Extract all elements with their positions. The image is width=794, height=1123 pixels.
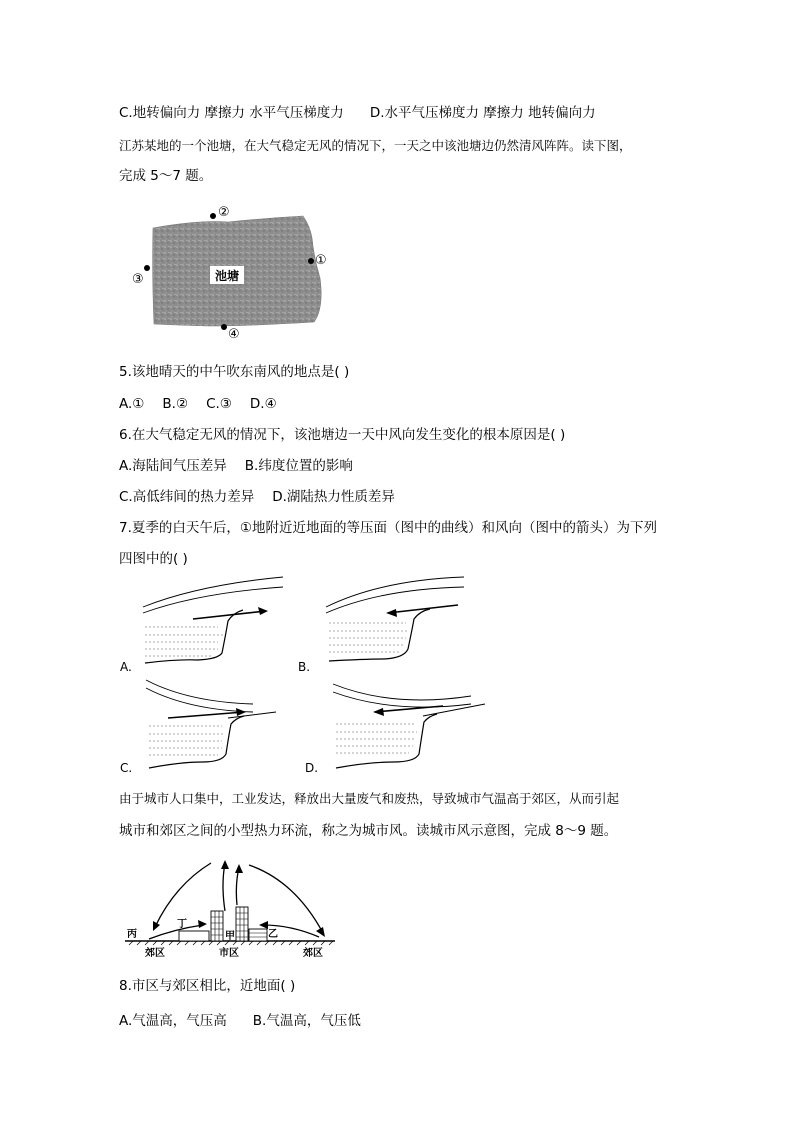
water-lines	[145, 627, 223, 656]
arrow-head	[235, 864, 243, 873]
q7-diagram-b	[296, 575, 486, 675]
water-lines	[329, 623, 409, 652]
building-low-right	[249, 929, 267, 941]
arrow-head	[386, 609, 397, 617]
label-bing: 丙	[127, 929, 137, 940]
arrow-head	[373, 708, 384, 716]
point-3-label: ③	[132, 272, 144, 287]
label-a: A.	[120, 660, 132, 674]
wind-arrow	[193, 611, 266, 619]
q8-option-b: B.气温高，气压低	[252, 1013, 361, 1029]
isobar-lower	[326, 587, 464, 613]
rising-air-left	[223, 863, 225, 911]
passage2-line2: 城市和郊区之间的小型热力环流，称之为城市风。读城市风示意图，完成 8～9 题。	[119, 823, 618, 839]
q5-stem: 5.该地晴天的中午吹东南风的地点是( )	[119, 364, 350, 380]
q6-options-ab	[119, 456, 353, 476]
point-1-dot	[308, 258, 314, 264]
point-3-dot	[144, 265, 150, 271]
q7-diagram-c	[118, 674, 298, 778]
point-4-label: ④	[228, 327, 240, 342]
shore	[329, 609, 430, 661]
pond-label: 池塘	[214, 269, 240, 283]
q5-option-d: D.④	[249, 396, 277, 412]
label-c: C.	[120, 761, 133, 775]
q6-stem: 6.在大气稳定无风的情况下，该池塘边一天中风向发生变化的根本原因是( )	[119, 427, 566, 443]
isobar-upper	[146, 680, 253, 704]
pond-figure	[128, 198, 348, 348]
point-4-dot	[221, 324, 227, 330]
water-lines	[336, 724, 417, 753]
q7-stem-line2: 四图中的( )	[119, 551, 188, 567]
point-2-dot	[210, 213, 216, 219]
label-suburb-left: 郊区	[145, 948, 165, 959]
q5-options	[119, 394, 277, 414]
q5-option-c: C.③	[206, 396, 232, 412]
q8-stem: 8.市区与郊区相比，近地面( )	[119, 978, 296, 994]
city-wind-figure	[115, 855, 350, 963]
q5-option-a: A.①	[119, 396, 145, 412]
building-tall-left	[211, 911, 223, 941]
isobar-upper	[333, 684, 471, 700]
label-city: 市区	[219, 948, 239, 959]
arrow-head	[316, 927, 325, 937]
q8-option-a: A.气温高，气压高	[119, 1013, 227, 1029]
arrow-head	[259, 921, 268, 929]
q6-option-c: C.高低纬间的热力差异	[119, 489, 255, 505]
q4-option-d: D.水平气压梯度力 摩擦力 地转偏向力	[369, 105, 596, 121]
label-d: D.	[305, 761, 319, 775]
q8-options	[119, 1011, 361, 1031]
q6-option-a: A.海陆间气压差异	[119, 458, 227, 474]
q7-stem-line1: 7.夏季的白天午后，①地附近近地面的等压面（图中的曲线）和风向（图中的箭头）为下列	[119, 520, 657, 536]
water-lines	[149, 726, 224, 755]
passage1-line1: 江苏某地的一个池塘，在大气稳定无风的情况下，一天之中该池塘边仍然清风阵阵。读下图，	[119, 138, 632, 153]
point-2-label: ②	[218, 205, 230, 220]
shore	[336, 714, 437, 768]
q5-option-b: B.②	[162, 396, 189, 412]
q6-option-d: D.湖陆热力性质差异	[272, 489, 395, 505]
arrow-head	[221, 860, 229, 869]
q4-option-c: C.地转偏向力 摩擦力 水平气压梯度力	[119, 105, 344, 121]
shore	[145, 610, 243, 663]
building-tall-right	[236, 907, 248, 941]
outflow-right	[249, 865, 323, 933]
shore	[149, 716, 244, 768]
q6-options-cd	[119, 487, 395, 507]
passage2-line1: 由于城市人口集中，工业发达，释放出大量废气和废热，导致城市气温高于郊区，从而引起	[119, 791, 620, 806]
label-ding: 丁	[177, 919, 187, 930]
q7-diagram-a	[118, 575, 298, 675]
q4-options-cd	[119, 103, 596, 123]
label-b: B.	[298, 660, 311, 674]
passage1-line2: 完成 5～7 题。	[119, 168, 213, 184]
arrow-head	[198, 920, 207, 928]
outflow-left	[155, 863, 211, 927]
label-jia: 甲	[225, 931, 235, 942]
building-low-left	[179, 931, 209, 941]
arrow-head	[236, 708, 246, 716]
point-1-label: ①	[315, 253, 327, 268]
q7-diagram-d	[303, 674, 493, 778]
arrow-head	[258, 607, 268, 615]
isobar-upper	[326, 577, 464, 607]
label-suburb-right: 郊区	[303, 948, 323, 959]
label-yi: 乙	[268, 929, 278, 940]
isobar-upper	[143, 577, 283, 607]
q6-option-b: B.纬度位置的影响	[244, 458, 353, 474]
